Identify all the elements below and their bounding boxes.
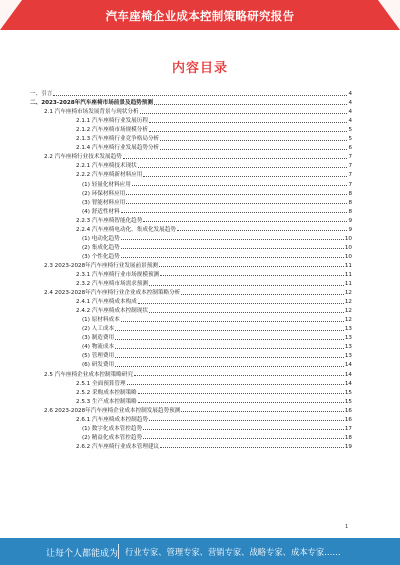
toc-entry-text: (3) 制造费用 — [82, 335, 115, 342]
toc-leader-dots — [134, 375, 344, 376]
toc-entry-page: 11 — [344, 262, 352, 269]
toc-entry-page: 5 — [348, 136, 352, 143]
toc-entry-page: 7 — [348, 163, 352, 170]
toc-entry[interactable] — [30, 287, 352, 296]
toc-entry-page: 5 — [348, 127, 352, 134]
toc-entry[interactable] — [30, 97, 352, 106]
toc-entry-text: 2.1.2 汽车座椅市场规模分析 — [76, 127, 148, 134]
toc-entry[interactable] — [30, 160, 352, 169]
toc-entry-page: 4 — [348, 100, 352, 107]
toc-entry-text: (2) 人工成本 — [82, 326, 115, 333]
toc-leader-dots — [121, 239, 344, 240]
toc-leader-dots — [138, 402, 344, 403]
toc-entry[interactable] — [30, 215, 352, 224]
toc-leader-dots — [143, 429, 344, 430]
toc-entry-page: 18 — [344, 434, 352, 441]
toc-entry-text: 2.5 汽车座椅企业成本控制策略研究 — [44, 371, 133, 378]
toc-entry[interactable] — [30, 197, 352, 206]
toc-leader-dots — [121, 257, 344, 258]
toc-entry[interactable] — [30, 260, 352, 269]
toc-entry[interactable] — [30, 269, 352, 278]
toc-leader-dots — [126, 194, 347, 195]
toc-leader-dots — [160, 275, 344, 276]
toc-leader-dots — [143, 221, 347, 222]
toc-entry[interactable] — [30, 414, 352, 423]
toc-leader-dots — [138, 393, 344, 394]
toc-heading: 内容目录 — [171, 61, 228, 76]
table-of-contents — [30, 88, 352, 450]
toc-entry-page: 15 — [344, 398, 352, 405]
toc-entry-page: 6 — [348, 145, 352, 152]
toc-entry-page: 14 — [344, 380, 352, 387]
toc-entry-text: 2.3.2 汽车座椅市场需求预测 — [76, 281, 148, 288]
toc-entry-text: 2.3.1 汽车座椅行业市场规模预测 — [76, 271, 160, 278]
toc-entry-text: 2.5.1 全面预算管理 — [76, 380, 126, 387]
toc-entry[interactable] — [30, 251, 352, 260]
toc-leader-dots — [138, 303, 344, 304]
toc-leader-dots — [154, 104, 347, 105]
toc-entry-text: 2.2.3 汽车座椅智能化趋势 — [76, 217, 143, 224]
toc-entry-text: 2.5.2 采购成本控制策略 — [76, 389, 137, 396]
toc-entry[interactable] — [30, 151, 352, 160]
toc-entry-page: 19 — [344, 443, 352, 450]
toc-leader-dots — [159, 266, 344, 267]
toc-entry[interactable] — [30, 432, 352, 441]
toc-leader-dots — [121, 212, 348, 213]
toc-leader-dots — [149, 122, 347, 123]
toc-entry-text: 2.2.1 汽车座椅技术现状 — [76, 163, 137, 170]
toc-leader-dots — [149, 312, 344, 313]
footer-banner — [0, 538, 400, 565]
toc-entry-text: 2.5.3 生产成本控制策略 — [76, 398, 137, 405]
toc-entry-page: 13 — [344, 335, 352, 342]
toc-entry-text: 2.2.2 汽车座椅新材料应用 — [76, 172, 143, 179]
toc-entry[interactable] — [30, 278, 352, 287]
toc-entry[interactable] — [30, 88, 352, 97]
toc-leader-dots — [149, 285, 344, 286]
toc-entry-text: (2) 集成化趋势 — [82, 244, 120, 251]
toc-entry[interactable] — [30, 124, 352, 133]
toc-entry-text: 二、2023-2028年汽车座椅市场前景及趋势预测 — [30, 100, 153, 107]
toc-entry-page: 11 — [344, 271, 352, 278]
toc-entry-page: 12 — [344, 290, 352, 297]
toc-entry-text: 2.6 2023-2028年汽车座椅企业成本控制发展趋势预测 — [44, 407, 181, 414]
toc-entry-page: 8 — [348, 199, 352, 206]
toc-entry-text: 一、引言 — [30, 91, 53, 98]
toc-leader-dots — [121, 321, 344, 322]
toc-entry-page: 10 — [344, 244, 352, 251]
toc-entry[interactable] — [30, 206, 352, 215]
toc-entry[interactable] — [30, 441, 352, 450]
toc-leader-dots — [140, 113, 348, 114]
toc-entry-text: (2) 精益化成本管控趋势 — [82, 434, 143, 441]
toc-leader-dots — [138, 167, 348, 168]
toc-entry-page: 9 — [348, 226, 352, 233]
toc-entry-text: 2.2.4 汽车座椅电动化、集成化发展趋势 — [76, 226, 176, 233]
toc-entry[interactable] — [30, 405, 352, 414]
toc-entry[interactable] — [30, 359, 352, 368]
toc-entry-text: (5) 管理费用 — [82, 353, 115, 360]
toc-leader-dots — [149, 420, 344, 421]
toc-entry-text: (2) 环保材料应用 — [82, 190, 126, 197]
toc-entry-page: 14 — [344, 371, 352, 378]
toc-leader-dots — [160, 149, 347, 150]
toc-entry-text: 2.1.3 汽车座椅行业竞争格局分析 — [76, 136, 160, 143]
page-number: 1 — [345, 524, 349, 530]
toc-entry-text: 2.2 汽车座椅行业技术发展趋势 — [44, 154, 122, 161]
toc-entry-text: 2.1.1 汽车座椅行业发展历程 — [76, 118, 148, 125]
toc-entry-page: 14 — [344, 362, 352, 369]
toc-entry-text: 2.1.4 汽车座椅行业发展趋势分析 — [76, 145, 160, 152]
toc-leader-dots — [123, 158, 348, 159]
toc-entry-text: (1) 轻量化材料应用 — [82, 181, 131, 188]
toc-entry-page: 4 — [348, 118, 352, 125]
toc-entry[interactable] — [30, 178, 352, 187]
toc-entry[interactable] — [30, 368, 352, 377]
toc-entry-text: (4) 舒适性材料 — [82, 208, 120, 215]
toc-entry-page: 8 — [348, 190, 352, 197]
toc-entry-page: 4 — [348, 91, 352, 98]
toc-leader-dots — [160, 447, 344, 448]
toc-entry-page: 13 — [344, 344, 352, 351]
toc-entry-text: 2.4 2023-2028年汽车座椅行业企业成本控制策略分析 — [44, 290, 181, 297]
toc-entry[interactable] — [30, 106, 352, 115]
toc-entry-page: 12 — [344, 308, 352, 315]
toc-entry-page: 15 — [344, 389, 352, 396]
toc-leader-dots — [177, 230, 348, 231]
toc-entry-page: 8 — [348, 208, 352, 215]
toc-leader-dots — [127, 384, 344, 385]
toc-entry-page: 17 — [344, 425, 352, 432]
toc-leader-dots — [181, 411, 344, 412]
toc-entry-page: 7 — [348, 181, 352, 188]
toc-leader-dots — [143, 438, 344, 439]
toc-entry[interactable] — [30, 387, 352, 396]
toc-entry[interactable] — [30, 323, 352, 332]
toc-entry[interactable] — [30, 396, 352, 405]
footer-divider — [118, 544, 119, 559]
toc-entry-text: 2.6.2 汽车座椅行业成本管理建议 — [76, 443, 160, 450]
toc-entry[interactable] — [30, 224, 352, 233]
toc-entry-text: (4) 物流成本 — [82, 344, 115, 351]
toc-entry-text: 2.3 2023-2028年汽车座椅行业发展前景预测 — [44, 262, 158, 269]
toc-entry-text: (1) 原材料成本 — [82, 317, 120, 324]
toc-entry[interactable] — [30, 115, 352, 124]
toc-leader-dots — [115, 366, 344, 367]
toc-leader-dots — [126, 203, 347, 204]
toc-leader-dots — [143, 176, 347, 177]
toc-leader-dots — [160, 140, 347, 141]
toc-leader-dots — [115, 339, 344, 340]
toc-entry[interactable] — [30, 233, 352, 242]
toc-entry-page: 7 — [348, 172, 352, 179]
toc-entry[interactable] — [30, 332, 352, 341]
toc-entry-page: 11 — [344, 281, 352, 288]
toc-entry[interactable] — [30, 378, 352, 387]
toc-entry-page: 12 — [344, 317, 352, 324]
toc-entry[interactable] — [30, 142, 352, 151]
toc-entry-text: (1) 数字化成本管控趋势 — [82, 425, 143, 432]
footer-slogan-right: 行业专家、管理专家、营销专家、战略专家、成本专家…… — [125, 547, 341, 557]
toc-leader-dots — [181, 294, 344, 295]
toc-entry-text: 2.6.1 汽车座椅成本控制趋势 — [76, 416, 148, 423]
toc-entry[interactable] — [30, 423, 352, 432]
footer-slogan-left: 让每个人都能成为 — [46, 549, 119, 559]
toc-entry-page: 10 — [344, 253, 352, 260]
toc-leader-dots — [115, 330, 344, 331]
toc-entry-page: 10 — [344, 235, 352, 242]
toc-entry[interactable] — [30, 314, 352, 323]
toc-entry[interactable] — [30, 133, 352, 142]
toc-entry-page: 13 — [344, 353, 352, 360]
toc-entry[interactable] — [30, 341, 352, 350]
toc-entry[interactable] — [30, 188, 352, 197]
toc-leader-dots — [121, 248, 344, 249]
toc-entry-page: 7 — [348, 154, 352, 161]
toc-entry-page: 13 — [344, 326, 352, 333]
header-banner — [0, 0, 400, 30]
toc-leader-dots — [149, 131, 347, 132]
toc-leader-dots — [53, 95, 347, 96]
toc-entry-page: 4 — [348, 109, 352, 116]
toc-leader-dots — [115, 348, 344, 349]
toc-entry-text: 2.4.2 汽车座椅成本控制现状 — [76, 308, 148, 315]
toc-entry-page: 12 — [344, 299, 352, 306]
toc-entry[interactable] — [30, 242, 352, 251]
toc-entry[interactable] — [30, 296, 352, 305]
toc-entry-text: (3) 个性化趋势 — [82, 253, 120, 260]
toc-entry[interactable] — [30, 169, 352, 178]
toc-leader-dots — [115, 357, 344, 358]
toc-entry[interactable] — [30, 350, 352, 359]
toc-entry-text: (3) 智能材料应用 — [82, 199, 126, 206]
toc-leader-dots — [132, 185, 348, 186]
toc-entry-page: 16 — [344, 407, 352, 414]
toc-entry[interactable] — [30, 305, 352, 314]
toc-entry-text: (6) 研发费用 — [82, 362, 115, 369]
toc-entry-text: 2.1 汽车座椅市场发展背景与现状分析 — [44, 109, 139, 116]
report-title: 汽车座椅企业成本控制策略研究报告 — [105, 9, 295, 23]
toc-entry-page: 16 — [344, 416, 352, 423]
toc-entry-text: (1) 电动化趋势 — [82, 235, 120, 242]
toc-entry-text: 2.4.1 汽车座椅成本构成 — [76, 299, 137, 306]
toc-entry-page: 9 — [348, 217, 352, 224]
